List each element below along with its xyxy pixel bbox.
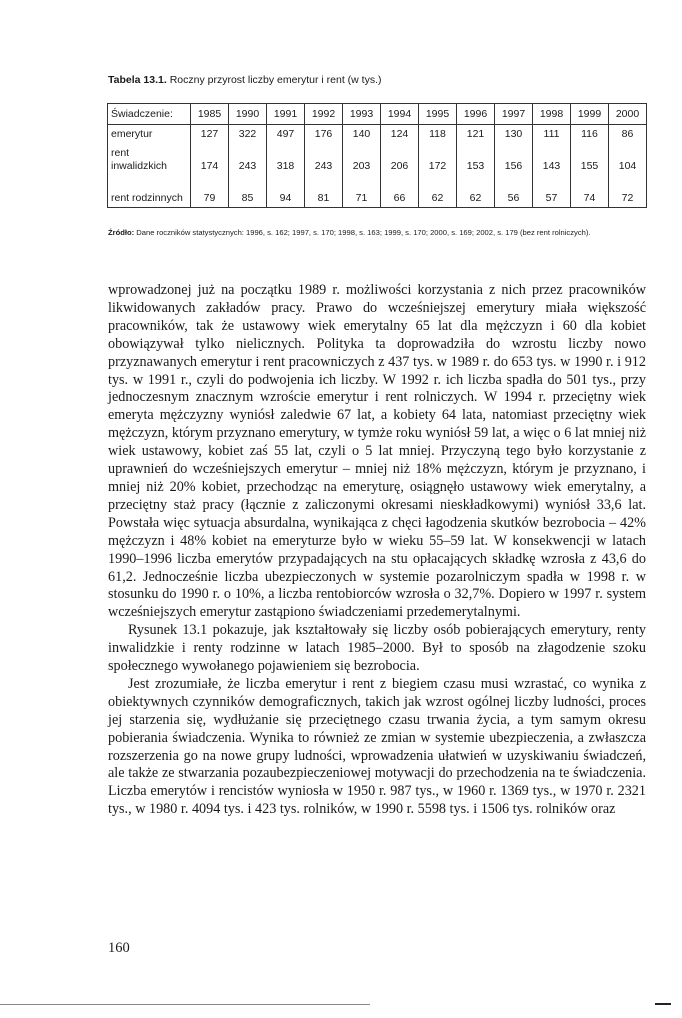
source-label: Źródło: [108, 228, 135, 237]
bottom-rule [0, 1004, 370, 1005]
table-header-row [108, 104, 647, 125]
table-row [108, 125, 647, 144]
pension-table [107, 103, 647, 208]
table-cell: 206 [381, 143, 419, 175]
table-cell: 72 [609, 175, 647, 208]
table-cell: 86 [609, 125, 647, 144]
table-caption-text: Roczny przyrost liczby emerytur i rent (w tys.) [169, 74, 382, 86]
year-header: 1999 [571, 104, 609, 125]
paragraph: Rysunek 13.1 pokazuje, jak kształtowały się liczby osób pobierających emerytury, renty inwalidzkie i renty rodzinne w latach 1985–2000. Był to sposób na złagodzenie szoku społecznego wywołanego pojawieniem się bezrobocia. [108, 622, 646, 675]
table-cell: 79 [191, 175, 229, 208]
table-cell: 318 [267, 143, 305, 175]
row-label: rent inwalidzkich [108, 143, 191, 175]
table-cell: 243 [229, 143, 267, 175]
table-cell: 121 [457, 125, 495, 144]
table-cell: 111 [533, 125, 571, 144]
year-header: 1985 [191, 104, 229, 125]
table-cell: 124 [381, 125, 419, 144]
year-header: 1998 [533, 104, 571, 125]
table-cell: 176 [305, 125, 343, 144]
table-caption-label: Tabela 13.1. [108, 74, 167, 86]
table-cell: 497 [267, 125, 305, 144]
table-cell: 172 [419, 143, 457, 175]
table-cell: 118 [419, 125, 457, 144]
body-text [108, 282, 646, 819]
header-label: Świadczenie: [108, 104, 191, 125]
table-cell: 203 [343, 143, 381, 175]
table-cell: 140 [343, 125, 381, 144]
row-label: emerytur [108, 125, 191, 144]
table-cell: 85 [229, 175, 267, 208]
year-header: 1992 [305, 104, 343, 125]
table-cell: 66 [381, 175, 419, 208]
table-cell: 243 [305, 143, 343, 175]
table-cell: 74 [571, 175, 609, 208]
table-row [108, 175, 647, 208]
year-header: 1990 [229, 104, 267, 125]
table-cell: 62 [457, 175, 495, 208]
table-cell: 174 [191, 143, 229, 175]
table-row [108, 143, 647, 175]
table-cell: 81 [305, 175, 343, 208]
year-header: 2000 [609, 104, 647, 125]
page-number: 160 [108, 940, 130, 956]
corner-mark [655, 1003, 671, 1005]
paragraph: wprowadzonej już na początku 1989 r. możliwości korzystania z nich przez pracowników likwidowanych zakładów pracy. Prawo do wcześniejszej emerytury miała większość pracowników, tak że ustawowy wiek emerytalny 65 lat dla mężczyzn i 60 dla kobiet obowiązywał tylko nielicznych. Polityka ta doprowadziła do wzrostu liczby nowo przyznawanych emerytur i rent pracowniczych z 437 tys. w 1989 r. do 653 tys. w 1990 r. i 912 tys. w 1991 r., czyli do podwojenia ich liczby. W 1992 r. ich liczba spadła do 501 tys., przy jednoczesnym znacznym wzroście emerytur i rent rolniczych. W 1994 r. przeciętny wiek emeryta mężczyzny wyniósł zaledwie 67 lat, a kobiety 64 lata, natomiast przeciętny wiek mężczyzn, którym przyznano emerytury, w tymże roku wyniósł 59 lat, a więc o 6 lat mniej niż wiek ustawowy, kobiet zaś 55 lat, czyli o 5 lat mniej. Przyczyną tego było korzystanie z uprawnień do wcześniejszych emerytur – mniej niż 18% mężczyzn, którym je przyznano, i mniej niż 20% kobiet, przechodząc na emeryturę, osiągnęło ustawowy wiek emerytalny, a przeciętny staż pracy (łącznie z zaliczonymi okresami nieskładkowymi) wyniósł 33,6 lat. Powstała więc sytuacja absurdalna, wynikająca z chęci łagodzenia skutków bezrobocia – 42% mężczyzn i 48% kobiet na emeryturze było w wieku 55–59 lat. W konsekwencji w latach 1990–1996 liczba emerytów przypadających na stu opłacających składkę wzrosła z 43,6 do 61,2. Jednocześnie liczba ubezpieczonych w systemie pozarolniczym spadła w 1998 r. w stosunku do 1990 r. o 10%, a liczba rentobiorców wzrosła o 32,7%. Dopiero w 1997 r. system wcześniejszych emerytur zastąpiono świadczeniami przedemerytalnymi. [108, 282, 646, 621]
table-cell: 153 [457, 143, 495, 175]
table-cell: 116 [571, 125, 609, 144]
year-header: 1991 [267, 104, 305, 125]
table-cell: 322 [229, 125, 267, 144]
table-cell: 130 [495, 125, 533, 144]
table-caption [108, 74, 381, 86]
table-cell: 71 [343, 175, 381, 208]
source-text: Dane roczników statystycznych: 1996, s. 162; 1997, s. 170; 1998, s. 163; 1999, s. 170; 2000, s. 169; 2002, s. 179 (bez rent rolniczych). [136, 228, 591, 237]
table-cell: 57 [533, 175, 571, 208]
table-cell: 62 [419, 175, 457, 208]
year-header: 1997 [495, 104, 533, 125]
table-cell: 156 [495, 143, 533, 175]
table-cell: 56 [495, 175, 533, 208]
table-source-note [108, 228, 648, 238]
table-cell: 94 [267, 175, 305, 208]
paragraph: Jest zrozumiałe, że liczba emerytur i rent z biegiem czasu musi wzrastać, co wynika z obiektywnych czynników demograficznych, takich jak wzrost ogólnej liczby ludności, proces jej starzenia się, wydłużanie się przeciętnego czasu trwania życia, a tym samym okresu pobierania świadczenia. Wynika to również ze zmian w systemie ubezpieczenia, a zwłaszcza rozszerzenia go na nowe grupy ludności, wprowadzenia ułatwień w uzyskiwaniu świadczeń, ale także ze stwarzania pozaubezpieczeniowej motywacji do przechodzenia na te świadczenia. Liczba emerytów i rencistów wyniosła w 1950 r. 987 tys., w 1960 r. 1369 tys., w 1970 r. 2321 tys., w 1980 r. 4094 tys. i 423 tys. rolników, w 1990 r. 5598 tys. i 1506 tys. rolników oraz [108, 675, 646, 818]
year-header: 1996 [457, 104, 495, 125]
year-header: 1994 [381, 104, 419, 125]
table-cell: 143 [533, 143, 571, 175]
table-cell: 127 [191, 125, 229, 144]
year-header: 1993 [343, 104, 381, 125]
table-cell: 104 [609, 143, 647, 175]
table-cell: 155 [571, 143, 609, 175]
year-header: 1995 [419, 104, 457, 125]
row-label: rent rodzinnych [108, 175, 191, 208]
